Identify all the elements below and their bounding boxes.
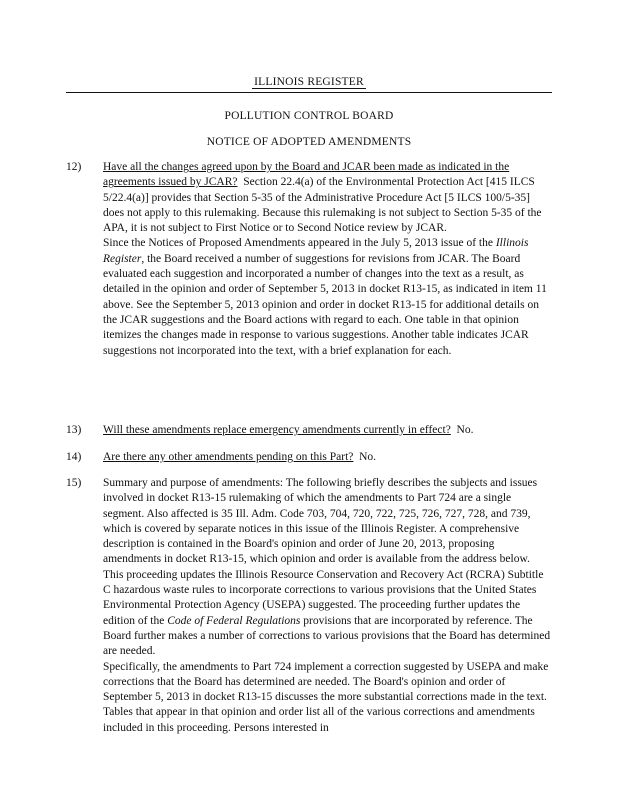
text-run: This proceeding updates the Illinois Resource Conservation and Recovery Act (RCRA) Subtitle C hazardous waste rules to incorporate corrections to various provisions that the United States Environmental Protection Agency (USEPA) suggested. The proceeding further updates the edition of the bbox=[103, 568, 544, 627]
text-run: Since the Notices of Proposed Amendments appeared in the July 5, 2013 issue of the bbox=[103, 237, 496, 250]
item-paragraph bbox=[103, 450, 551, 465]
item-14 bbox=[66, 450, 552, 465]
item-question: Will these amendments replace emergency amendments currently in effect? bbox=[103, 424, 451, 436]
item-12 bbox=[66, 160, 552, 359]
item-number: 15) bbox=[66, 477, 82, 489]
item-question: Are there any other amendments pending on this Part? bbox=[103, 451, 354, 463]
text-run: , the Board received a number of suggestions for revisions from JCAR. The Board evaluated each suggestion and incorporated a number of changes into the text as a result, as detailed in the opinion and order of September 5, 2013 in docket R13-15, as indicated in item 11 above. See the September 5, 2013 opinion and order in docket R13-15 for additional details on the JCAR suggestions and the Board actions with regard to each. One table in that opinion itemizes the changes made in response to various suggestions. Another table indicates JCAR suggestions not incorporated into the text, with a brief explanation for each. bbox=[103, 252, 547, 357]
item-answer: No. bbox=[359, 451, 377, 463]
item-paragraph: Specifically, the amendments to Part 724 implement a correction suggested by USEPA and make corrections that the Board has determined are needed. The Board's opinion and order of September 5, 2013 in docket R13-15 discusses the more substantial corrections made in the text. Tables that appear in that opinion and order list all of the various corrections and amendments included in this proceeding. Persons interested in bbox=[103, 660, 549, 734]
notice-title: NOTICE OF ADOPTED AMENDMENTS bbox=[206, 136, 412, 148]
board-title: POLLUTION CONTROL BOARD bbox=[224, 110, 394, 122]
register-title: ILLINOIS REGISTER bbox=[254, 76, 364, 88]
item-number: 12) bbox=[66, 161, 82, 173]
italic-title: Illinois Register bbox=[103, 237, 529, 265]
item-answer: No. bbox=[456, 424, 474, 436]
text-run: provisions that are incorporated by reference. The Board further makes a number of corrections to various provisions that the Board has determined are needed. bbox=[103, 614, 551, 658]
item-number: 13) bbox=[66, 424, 82, 436]
item-paragraph bbox=[103, 568, 551, 660]
item-answer: Section 22.4(a) of the Environmental Protection Act [415 ILCS 5/22.4(a)] provides that Section 5-35 of the Administrative Procedure Act [5 ILCS 100/5-35] does not apply to this rulemaking. Because this rulemaking is not subject to Section 5-35 of the APA, it is not subject to First Notice or to Second Notice review by JCAR. bbox=[103, 176, 542, 235]
item-paragraph bbox=[103, 423, 551, 438]
item-paragraph bbox=[103, 160, 551, 236]
item-15 bbox=[66, 476, 552, 736]
item-question: Have all the changes agreed upon by the Board and JCAR been made as indicated in the agreements issued by JCAR? bbox=[103, 161, 510, 189]
item-13 bbox=[66, 423, 552, 438]
register-header bbox=[0, 76, 618, 88]
item-paragraph bbox=[103, 236, 551, 358]
item-paragraph: Summary and purpose of amendments: The following briefly describes the subjects and issues involved in docket R13-15 rulemaking of which the amendments to Part 724 are a single segment. Also affected is 35 Ill. Adm. Code 703, 704, 720, 722, 725, 726, 727, 728, and 739, which is covered by separate notices in this issue of the Illinois Register. A comprehensive description is contained in the Board's opinion and order of June 20, 2013, proposing amendments in docket R13-15, which opinion and order is available from the address below. bbox=[103, 477, 538, 566]
header-rule bbox=[66, 92, 552, 93]
italic-title: Code of Federal Regulations bbox=[167, 614, 301, 627]
item-number: 14) bbox=[66, 451, 82, 463]
